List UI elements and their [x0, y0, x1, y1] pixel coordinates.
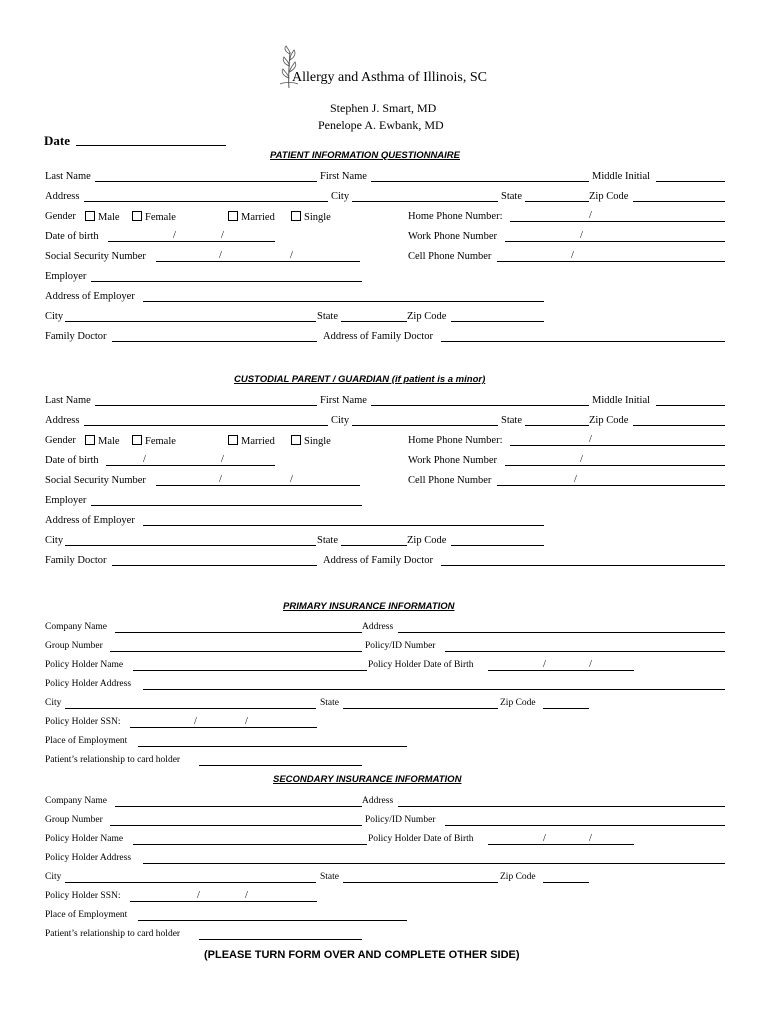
secondary-employment-field[interactable]: [138, 920, 407, 921]
employer-address-field[interactable]: [143, 301, 544, 302]
secondary-holder-ssn-field[interactable]: [130, 901, 317, 902]
address-label: Address: [45, 191, 80, 202]
doctor-name-1: Stephen J. Smart, MD: [330, 101, 437, 115]
guardian-single-checkbox[interactable]: [291, 435, 301, 445]
guardian-middle-initial-field[interactable]: [656, 405, 725, 406]
primary-insurance-title: PRIMARY INSURANCE INFORMATION: [283, 601, 455, 612]
guardian-city-field[interactable]: [352, 425, 498, 426]
guardian-married-checkbox[interactable]: [228, 435, 238, 445]
middle-initial-label: Middle Initial: [592, 171, 651, 182]
guardian-gender-label: Gender: [45, 435, 76, 446]
slash: /: [221, 230, 224, 241]
secondary-company-label: Company Name: [45, 796, 108, 806]
secondary-address-field[interactable]: [398, 806, 725, 807]
male-label: Male: [98, 212, 120, 223]
guardian-employer-address-label: Address of Employer: [45, 515, 135, 526]
guardian-ssn-label: Social Security Number: [45, 475, 146, 486]
employer-city-label: City: [45, 311, 64, 322]
secondary-city-field[interactable]: [65, 882, 316, 883]
slash: /: [221, 454, 224, 465]
first-name-label: First Name: [320, 171, 367, 182]
slash: /: [589, 210, 592, 221]
family-doctor-label: Family Doctor: [45, 331, 107, 342]
slash: /: [245, 716, 248, 727]
slash: /: [194, 716, 197, 727]
employer-state-field[interactable]: [341, 321, 407, 322]
guardian-address-field[interactable]: [84, 425, 328, 426]
gender-label: Gender: [45, 211, 76, 222]
date-field[interactable]: [76, 145, 226, 146]
primary-city-field[interactable]: [65, 708, 316, 709]
slash: /: [589, 434, 592, 445]
slash: /: [580, 454, 583, 465]
city-field[interactable]: [352, 201, 498, 202]
secondary-relationship-label: Patient’s relationship to card holder: [45, 929, 181, 939]
guardian-last-name-field[interactable]: [95, 405, 317, 406]
male-option[interactable]: [85, 211, 120, 224]
guardian-section-title: CUSTODIAL PARENT / GUARDIAN (if patient is a minor): [234, 374, 486, 385]
address-field[interactable]: [84, 201, 328, 202]
primary-zip-field[interactable]: [543, 708, 589, 709]
slash: /: [219, 474, 222, 485]
secondary-group-label: Group Number: [45, 815, 103, 825]
secondary-holder-dob-label: Policy Holder Date of Birth: [368, 834, 474, 844]
guardian-employer-zip-field[interactable]: [451, 545, 544, 546]
guardian-cell-phone-field[interactable]: [497, 485, 725, 486]
last-name-field[interactable]: [95, 181, 317, 182]
primary-holder-ssn-field[interactable]: [130, 727, 317, 728]
primary-holder-name-field[interactable]: [133, 670, 367, 671]
guardian-male-option[interactable]: [85, 435, 120, 448]
employer-city-field[interactable]: [65, 321, 316, 322]
guardian-employer-address-field[interactable]: [143, 525, 544, 526]
cell-phone-field[interactable]: [497, 261, 725, 262]
employer-state-label: State: [317, 311, 338, 322]
city-label: City: [331, 191, 350, 202]
guardian-state-field[interactable]: [525, 425, 589, 426]
slash: /: [143, 454, 146, 465]
primary-holder-address-field[interactable]: [143, 689, 725, 690]
guardian-family-doctor-label: Family Doctor: [45, 555, 107, 566]
family-doctor-field[interactable]: [112, 341, 317, 342]
guardian-middle-initial-label: Middle Initial: [592, 395, 651, 406]
ssn-label: Social Security Number: [45, 251, 146, 262]
employer-field[interactable]: [91, 281, 362, 282]
guardian-home-phone-label: Home Phone Number:: [408, 435, 503, 446]
primary-city-label: City: [45, 698, 62, 708]
guardian-dob-field[interactable]: [106, 465, 275, 466]
guardian-family-doctor-address-label: Address of Family Doctor: [323, 555, 433, 566]
single-label: Single: [304, 212, 331, 223]
married-checkbox[interactable]: [228, 211, 238, 221]
single-checkbox[interactable]: [291, 211, 301, 221]
guardian-dob-label: Date of birth: [45, 455, 99, 466]
guardian-zip-field[interactable]: [633, 425, 725, 426]
primary-state-label: State: [320, 698, 339, 708]
secondary-holder-name-label: Policy Holder Name: [45, 834, 124, 844]
secondary-insurance-title: SECONDARY INSURANCE INFORMATION: [273, 774, 462, 785]
primary-group-field[interactable]: [110, 651, 362, 652]
married-option[interactable]: [228, 211, 275, 224]
guardian-home-phone-field[interactable]: [510, 445, 725, 446]
cell-phone-label: Cell Phone Number: [408, 251, 492, 262]
work-phone-label: Work Phone Number: [408, 231, 497, 242]
state-label: State: [501, 191, 522, 202]
secondary-city-label: City: [45, 872, 62, 882]
guardian-employer-city-label: City: [45, 535, 64, 546]
guardian-address-label: Address: [45, 415, 80, 426]
primary-address-label: Address: [362, 622, 394, 632]
zip-field[interactable]: [633, 201, 725, 202]
guardian-married-option[interactable]: [228, 435, 275, 448]
guardian-family-doctor-field[interactable]: [112, 565, 317, 566]
primary-employment-field[interactable]: [138, 746, 407, 747]
primary-relationship-label: Patient’s relationship to card holder: [45, 755, 181, 765]
state-field[interactable]: [525, 201, 589, 202]
primary-address-field[interactable]: [398, 632, 725, 633]
guardian-employer-city-field[interactable]: [65, 545, 316, 546]
primary-group-label: Group Number: [45, 641, 103, 651]
guardian-employer-label: Employer: [45, 495, 87, 506]
guardian-employer-state-field[interactable]: [341, 545, 407, 546]
employer-zip-label: Zip Code: [407, 311, 447, 322]
secondary-group-field[interactable]: [110, 825, 362, 826]
slash: /: [574, 474, 577, 485]
male-checkbox[interactable]: [85, 211, 95, 221]
secondary-holder-address-label: Policy Holder Address: [45, 853, 132, 863]
female-checkbox[interactable]: [132, 211, 142, 221]
female-option[interactable]: [132, 211, 176, 224]
turn-over-notice: (PLEASE TURN FORM OVER AND COMPLETE OTHER SIDE): [204, 949, 520, 961]
secondary-zip-label: Zip Code: [500, 872, 536, 882]
guardian-female-checkbox[interactable]: [132, 435, 142, 445]
primary-policy-id-field[interactable]: [445, 651, 725, 652]
female-label: Female: [145, 212, 176, 223]
home-phone-label: Home Phone Number:: [408, 211, 503, 222]
slash: /: [290, 474, 293, 485]
family-doctor-address-label: Address of Family Doctor: [323, 331, 433, 342]
dob-field[interactable]: [108, 241, 275, 242]
employer-zip-field[interactable]: [451, 321, 544, 322]
secondary-zip-field[interactable]: [543, 882, 589, 883]
primary-state-field[interactable]: [343, 708, 498, 709]
secondary-policy-id-label: Policy/ID Number: [365, 815, 436, 825]
slash: /: [543, 659, 546, 670]
primary-zip-label: Zip Code: [500, 698, 536, 708]
primary-employment-label: Place of Employment: [45, 736, 128, 746]
guardian-family-doctor-address-field[interactable]: [441, 565, 725, 566]
primary-holder-address-label: Policy Holder Address: [45, 679, 132, 689]
primary-holder-name-label: Policy Holder Name: [45, 660, 124, 670]
primary-holder-dob-field[interactable]: [488, 670, 634, 671]
guardian-first-name-label: First Name: [320, 395, 367, 406]
work-phone-field[interactable]: [505, 241, 725, 242]
guardian-male-checkbox[interactable]: [85, 435, 95, 445]
guardian-single-option[interactable]: [291, 435, 331, 448]
dob-label: Date of birth: [45, 231, 99, 242]
family-doctor-address-field[interactable]: [441, 341, 725, 342]
guardian-zip-label: Zip Code: [589, 415, 629, 426]
first-name-field[interactable]: [371, 181, 589, 182]
single-option[interactable]: [291, 211, 331, 224]
slash: /: [245, 890, 248, 901]
secondary-holder-address-field[interactable]: [143, 863, 725, 864]
secondary-holder-ssn-label: Policy Holder SSN:: [45, 891, 121, 901]
patient-section-title: PATIENT INFORMATION QUESTIONNAIRE: [270, 150, 460, 161]
guardian-last-name-label: Last Name: [45, 395, 91, 406]
date-label: Date: [44, 133, 70, 148]
zip-label: Zip Code: [589, 191, 629, 202]
guardian-single-label: Single: [304, 436, 331, 447]
secondary-holder-dob-field[interactable]: [488, 844, 634, 845]
guardian-city-label: City: [331, 415, 350, 426]
secondary-holder-name-field[interactable]: [133, 844, 367, 845]
employer-label: Employer: [45, 271, 87, 282]
primary-company-label: Company Name: [45, 622, 108, 632]
primary-holder-dob-label: Policy Holder Date of Birth: [368, 660, 474, 670]
slash: /: [290, 250, 293, 261]
guardian-ssn-field[interactable]: [156, 485, 360, 486]
slash: /: [580, 230, 583, 241]
middle-initial-field[interactable]: [656, 181, 725, 182]
slash: /: [219, 250, 222, 261]
slash: /: [589, 833, 592, 844]
guardian-female-option[interactable]: [132, 435, 176, 448]
married-label: Married: [241, 212, 275, 223]
guardian-female-label: Female: [145, 436, 176, 447]
secondary-state-label: State: [320, 872, 339, 882]
secondary-company-field[interactable]: [115, 806, 362, 807]
primary-policy-id-label: Policy/ID Number: [365, 641, 436, 651]
secondary-employment-label: Place of Employment: [45, 910, 128, 920]
employer-address-label: Address of Employer: [45, 291, 135, 302]
home-phone-field[interactable]: [510, 221, 725, 222]
primary-company-field[interactable]: [115, 632, 362, 633]
clinic-name: Allergy and Asthma of Illinois, SC: [292, 70, 487, 85]
slash: /: [197, 890, 200, 901]
ssn-field[interactable]: [156, 261, 360, 262]
guardian-cell-phone-label: Cell Phone Number: [408, 475, 492, 486]
guardian-first-name-field[interactable]: [371, 405, 589, 406]
guardian-work-phone-label: Work Phone Number: [408, 455, 497, 466]
guardian-male-label: Male: [98, 436, 120, 447]
secondary-state-field[interactable]: [343, 882, 498, 883]
secondary-policy-id-field[interactable]: [445, 825, 725, 826]
primary-relationship-field[interactable]: [199, 765, 362, 766]
doctor-name-2: Penelope A. Ewbank, MD: [318, 118, 444, 132]
guardian-state-label: State: [501, 415, 522, 426]
slash: /: [543, 833, 546, 844]
guardian-employer-state-label: State: [317, 535, 338, 546]
guardian-work-phone-field[interactable]: [505, 465, 725, 466]
guardian-married-label: Married: [241, 436, 275, 447]
guardian-employer-field[interactable]: [91, 505, 362, 506]
slash: /: [571, 250, 574, 261]
guardian-employer-zip-label: Zip Code: [407, 535, 447, 546]
slash: /: [589, 659, 592, 670]
slash: /: [173, 230, 176, 241]
secondary-relationship-field[interactable]: [199, 939, 362, 940]
secondary-address-label: Address: [362, 796, 394, 806]
primary-holder-ssn-label: Policy Holder SSN:: [45, 717, 121, 727]
last-name-label: Last Name: [45, 171, 91, 182]
